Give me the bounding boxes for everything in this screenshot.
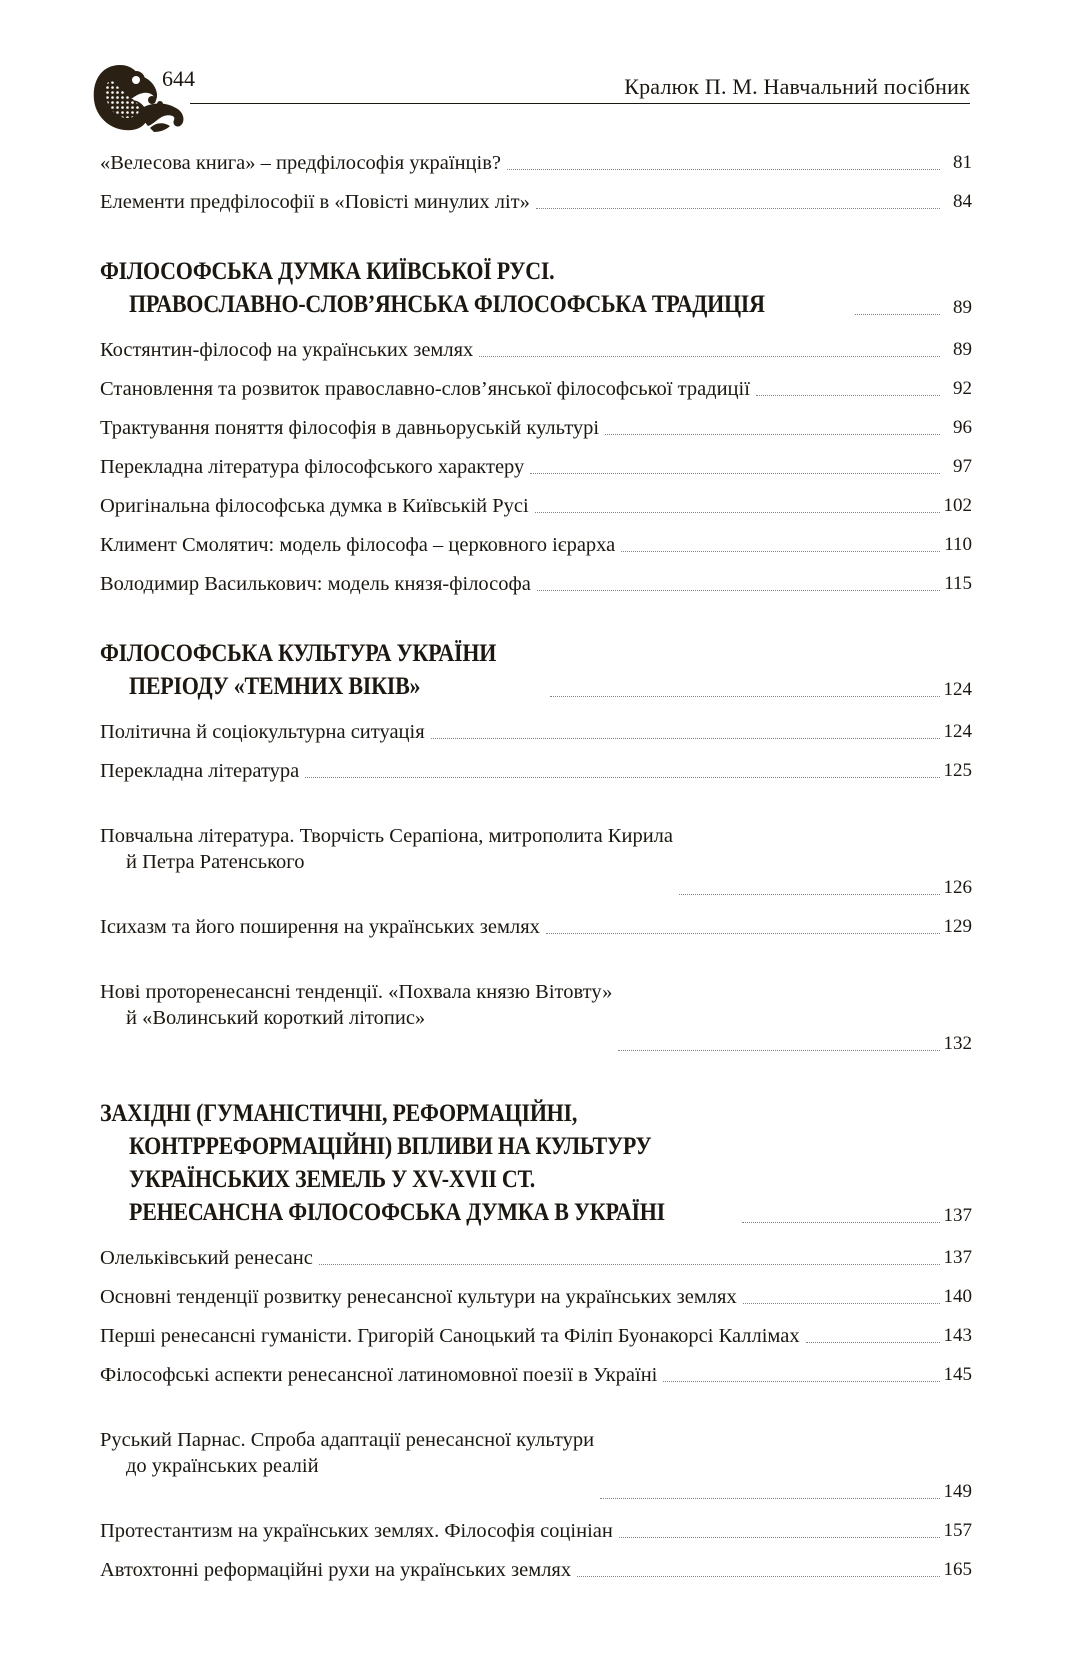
dot-leader bbox=[319, 1264, 940, 1265]
chapter-title-line: ПРАВОСЛАВНО-СЛОВ’ЯНСЬКА ФІЛОСОФСЬКА ТРАДИЦІЯ bbox=[129, 291, 765, 318]
toc-entry[interactable] bbox=[100, 1557, 972, 1583]
toc-entry-page: 102 bbox=[943, 495, 972, 516]
toc-entry[interactable] bbox=[100, 454, 972, 480]
dot-leader bbox=[479, 356, 940, 357]
dot-leader bbox=[679, 894, 940, 895]
chapter-title-line: ФІЛОСОФСЬКА КУЛЬТУРА УКРАЇНИ bbox=[100, 640, 497, 667]
toc-entry-title: Володимир Василькович: модель князя-філософа bbox=[100, 573, 531, 595]
toc-entry-page: 96 bbox=[953, 417, 972, 438]
dot-leader bbox=[742, 1222, 940, 1223]
header-rule bbox=[190, 103, 970, 104]
toc-entry-page: 89 bbox=[953, 339, 972, 360]
toc-entry-page: 97 bbox=[953, 456, 972, 477]
toc-entry-title-line: й «Волинський короткий літопис» bbox=[126, 1007, 426, 1029]
chapter-title-line: ЗАХІДНІ (ГУМАНІСТИЧНІ, РЕФОРМАЦІЙНІ, bbox=[100, 1100, 578, 1127]
dot-leader bbox=[431, 738, 940, 739]
dot-leader bbox=[507, 169, 940, 170]
chapter-page: 89 bbox=[953, 297, 972, 318]
toc-entry[interactable] bbox=[100, 493, 972, 519]
dot-leader bbox=[535, 512, 940, 513]
toc-entry[interactable] bbox=[100, 150, 972, 176]
chapter-title-line: ПЕРІОДУ «ТЕМНИХ ВІКІВ» bbox=[129, 673, 421, 700]
dot-leader bbox=[600, 1498, 940, 1499]
chapter-title-line: УКРАЇНСЬКИХ ЗЕМЕЛЬ У XV-XVII СТ. bbox=[129, 1166, 536, 1193]
toc-entry-title-line: Повчальна література. Творчість Серапіона, митрополита Кирила bbox=[100, 825, 673, 847]
toc-entry-page: 157 bbox=[943, 1520, 972, 1541]
dot-leader bbox=[305, 777, 940, 778]
toc-entry-page: 137 bbox=[943, 1247, 972, 1268]
toc-entry-title bbox=[100, 797, 673, 901]
dot-leader bbox=[550, 696, 940, 697]
toc-entry-title: Перекладна література bbox=[100, 760, 300, 782]
toc-entry-page: 125 bbox=[943, 760, 972, 781]
toc-entry[interactable] bbox=[100, 1401, 972, 1505]
toc-entry[interactable] bbox=[100, 532, 972, 558]
toc-entry-title-line: до українських реалій bbox=[126, 1455, 319, 1477]
dot-leader bbox=[537, 590, 940, 591]
toc-entry-title: Основні тенденції розвитку ренесансної культури на українських землях bbox=[100, 1286, 737, 1308]
toc-entry-title: Олельківський ренесанс bbox=[100, 1247, 313, 1269]
chapter-page: 137 bbox=[943, 1205, 972, 1226]
toc-chapter-heading[interactable] bbox=[100, 1097, 972, 1229]
dot-leader bbox=[577, 1576, 940, 1577]
table-of-contents bbox=[100, 150, 972, 1596]
toc-entry-page: 126 bbox=[943, 877, 972, 898]
toc-entry-page: 145 bbox=[943, 1364, 972, 1385]
toc-entry-page: 165 bbox=[943, 1559, 972, 1580]
toc-entry-title: Трактування поняття філософія в давньоруській культурі bbox=[100, 417, 600, 439]
dot-leader bbox=[756, 395, 940, 396]
toc-entry-page: 115 bbox=[944, 573, 972, 594]
toc-entry-page: 140 bbox=[943, 1286, 972, 1307]
dot-leader bbox=[530, 473, 940, 474]
toc-entry[interactable] bbox=[100, 337, 972, 363]
chapter-title-line: ФІЛОСОФСЬКА ДУМКА КИЇВСЬКОЇ РУСІ. bbox=[100, 258, 555, 285]
toc-entry-title bbox=[100, 953, 612, 1057]
toc-entry[interactable] bbox=[100, 953, 972, 1057]
chapter-title-line: РЕНЕСАНСНА ФІЛОСОФСЬКА ДУМКА В УКРАЇНІ bbox=[129, 1199, 665, 1226]
toc-entry-title: Елементи предфілософії в «Повісті минулих літ» bbox=[100, 191, 530, 213]
toc-entry[interactable] bbox=[100, 914, 972, 940]
toc-entry-title: Костянтин-філософ на українських землях bbox=[100, 339, 474, 361]
toc-entry-title: Політична й соціокультурна ситуація bbox=[100, 721, 425, 743]
chapter-title bbox=[100, 1097, 665, 1229]
toc-entry-page: 124 bbox=[943, 721, 972, 742]
toc-entry[interactable] bbox=[100, 1362, 972, 1388]
toc-entry-page: 92 bbox=[953, 378, 972, 399]
toc-entry-page: 110 bbox=[944, 534, 972, 555]
chapter-title bbox=[100, 255, 765, 321]
toc-entry-title: Становлення та розвиток православно-слов’янської філософської традиції bbox=[100, 378, 750, 400]
page-number: 644 bbox=[162, 66, 195, 91]
toc-entry-page: 129 bbox=[943, 916, 972, 937]
toc-entry-title: Климент Смолятич: модель філософа – церковного ієрарха bbox=[100, 534, 616, 556]
toc-entry-page: 149 bbox=[943, 1481, 972, 1502]
dot-leader bbox=[536, 208, 940, 209]
dot-leader bbox=[663, 1381, 940, 1382]
toc-chapter-heading[interactable] bbox=[100, 255, 972, 321]
chapter-page: 124 bbox=[943, 679, 972, 700]
toc-entry-page: 143 bbox=[943, 1325, 972, 1346]
dot-leader bbox=[605, 434, 940, 435]
toc-entry-title: Ісихазм та його поширення на українських землях bbox=[100, 916, 540, 938]
toc-entry-title: «Велесова книга» – предфілософія українців? bbox=[100, 152, 502, 174]
toc-entry[interactable] bbox=[100, 797, 972, 901]
toc-entry[interactable] bbox=[100, 1245, 972, 1271]
toc-entry-page: 84 bbox=[953, 191, 972, 212]
toc-entry-title: Філософські аспекти ренесансної латиномовної поезії в Україні bbox=[100, 1364, 658, 1386]
toc-entry-page: 132 bbox=[943, 1033, 972, 1054]
dot-leader bbox=[855, 314, 940, 315]
running-title: Кралюк П. М. Навчальний посібник bbox=[624, 74, 970, 99]
dot-leader bbox=[546, 933, 940, 934]
toc-entry-title: Оригінальна філософська думка в Київській Русі bbox=[100, 495, 529, 517]
toc-entry-page: 81 bbox=[953, 152, 972, 173]
toc-entry[interactable] bbox=[100, 1284, 972, 1310]
toc-entry[interactable] bbox=[100, 415, 972, 441]
toc-entry[interactable] bbox=[100, 719, 972, 745]
dot-leader bbox=[743, 1303, 940, 1304]
page-header bbox=[90, 60, 970, 140]
toc-entry[interactable] bbox=[100, 1323, 972, 1349]
toc-entry-title: Автохтонні реформаційні рухи на українських землях bbox=[100, 1559, 572, 1581]
toc-entry-title: Протестантизм на українських землях. Філософія соцініан bbox=[100, 1520, 613, 1542]
toc-entry[interactable] bbox=[100, 571, 972, 597]
toc-entry-title-line: й Петра Ратенського bbox=[126, 851, 305, 873]
chapter-title bbox=[100, 637, 496, 703]
toc-entry[interactable] bbox=[100, 758, 972, 784]
toc-entry-title: Перекладна література філософського характеру bbox=[100, 456, 525, 478]
toc-entry-title-line: Нові проторенесансні тенденції. «Похвала князю Вітовту» bbox=[100, 981, 613, 1003]
toc-entry[interactable] bbox=[100, 376, 972, 402]
dot-leader bbox=[618, 1050, 940, 1051]
toc-entry[interactable] bbox=[100, 1518, 972, 1544]
dot-leader bbox=[806, 1342, 940, 1343]
dot-leader bbox=[619, 1537, 940, 1538]
toc-entry-title-line: Руський Парнас. Спроба адаптації ренесансної культури bbox=[100, 1429, 595, 1451]
toc-entry-title bbox=[100, 1401, 594, 1505]
toc-entry[interactable] bbox=[100, 189, 972, 215]
toc-chapter-heading[interactable] bbox=[100, 637, 972, 703]
dot-leader bbox=[621, 551, 940, 552]
toc-entry-title: Перші ренесансні гуманісти. Григорій Саноцький та Філіп Буонакорсі Каллімах bbox=[100, 1325, 800, 1347]
chapter-title-line: КОНТРРЕФОРМАЦІЙНІ) ВПЛИВИ НА КУЛЬТУРУ bbox=[129, 1133, 652, 1160]
